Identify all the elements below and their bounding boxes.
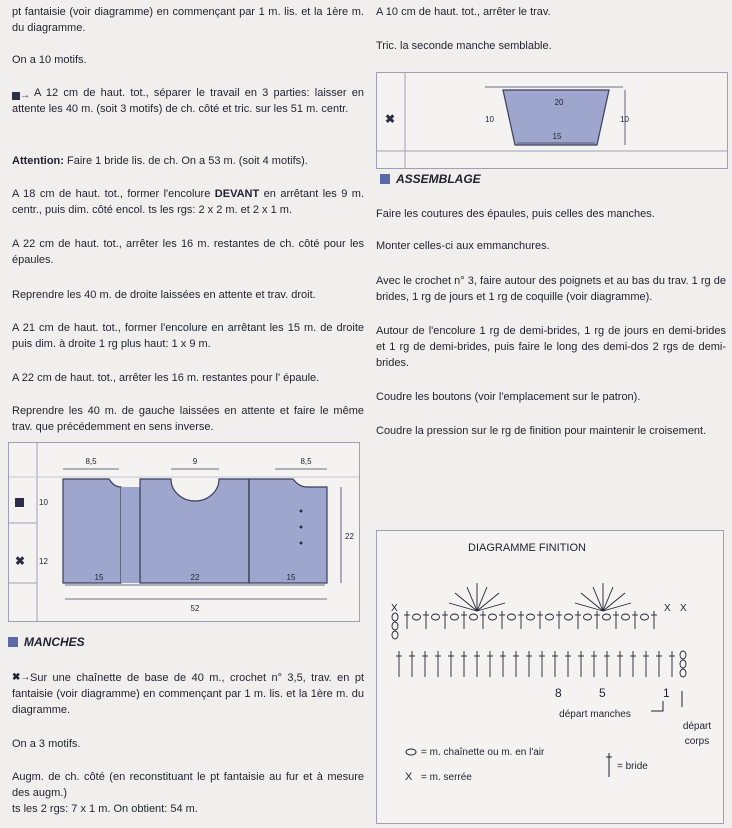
num-8: 8 <box>555 686 562 700</box>
panel-left <box>63 479 121 583</box>
x-symbol: X <box>391 603 398 614</box>
dim-height-total: 22 <box>345 532 354 541</box>
x-symbol: X <box>405 771 413 783</box>
square-arrow-icon: → <box>12 88 30 104</box>
text-manches-rgs: ts les 2 rgs: 7 x 1 m. On obtient: 54 m. <box>12 803 198 815</box>
dim-sleeve-left: 10 <box>485 115 494 124</box>
text-boutons: Coudre les boutons (voir l'emplacement sur le patron). <box>376 391 641 403</box>
num-1: 1 <box>663 686 670 700</box>
coquille-left <box>449 583 505 611</box>
legend-chain: = m. chaînette ou m. en l'air <box>421 747 545 758</box>
dim-width-right: 15 <box>286 573 296 582</box>
text-arreter: A 10 cm de haut. tot., arrêter le trav. <box>376 6 551 18</box>
text-attention: Attention: Faire 1 bride lis. de ch. On a 53 m. (soit 4 motifs). <box>12 155 308 167</box>
num-5: 5 <box>599 686 606 700</box>
text-crochet: Avec le crochet n° 3, faire autour des poignets et au bas du trav. 1 rg de brides, 1 rg de jours et 1 rg de coquille (voir diagramme). <box>376 275 726 303</box>
dim-width-total: 52 <box>190 604 200 613</box>
x-symbol: X <box>664 603 671 614</box>
dim-height-bottom: 12 <box>39 557 48 566</box>
finition-title: DIAGRAMME FINITION <box>468 542 586 554</box>
square-marker-icon <box>15 498 24 507</box>
x-marker-icon: ✖ <box>15 554 26 568</box>
x-arrow-icon: ✖→ <box>12 672 31 683</box>
text-pression: Coudre la pression sur le rg de finition pour maintenir le croisement. <box>376 425 707 437</box>
label-depart-corps-2: corps <box>684 736 710 747</box>
text-motifs: On a 10 motifs. <box>12 54 87 66</box>
label-depart-corps: départ <box>682 721 712 732</box>
label-depart-manches: départ manches <box>559 709 631 720</box>
text-epaule: A 22 cm de haut. tot., arrêter les 16 m. restantes pour l' épaule. <box>12 372 320 384</box>
dim-width-left: 15 <box>94 573 104 582</box>
section-assemblage: ASSEMBLAGE <box>380 172 481 186</box>
text-reprendre-gauche: Reprendre les 40 m. de gauche laissées en attente et faire le même trav. que précédemment en sens inverse. <box>12 405 364 433</box>
text-manches-chainette: ✖→ Sur une chaînette de base de 40 m., crochet n° 3,5, trav. en pt fantaisie (voir diagramme) en commençant par 1 m. lis. et la 1ère m. du diagramme. <box>12 672 364 716</box>
text-reprendre-droite: Reprendre les 40 m. de droite laissées en attente et trav. droit. <box>12 289 316 301</box>
text-manches-motifs: On a 3 motifs. <box>12 738 81 750</box>
dim-sleeve-right: 10 <box>620 115 629 124</box>
text-epaules: A 22 cm de haut. tot., arrêter les 16 m. restantes de ch. côté pour les épaules. <box>12 238 364 266</box>
text-seconde-manche: Tric. la seconde manche semblable. <box>376 40 552 52</box>
sleeve-pattern-diagram <box>376 72 728 169</box>
text-coutures: Faire les coutures des épaules, puis celles des manches. <box>376 208 655 220</box>
section-square-icon <box>8 637 18 647</box>
text-separation: → A 12 cm de haut. tot., séparer le travail en 3 parties: laisser en attente les 40 m. (soit 3 motifs) de ch. côté et tric. sur les 51 m. centr. <box>12 87 364 115</box>
dim-sleeve-top: 20 <box>554 98 564 107</box>
chain-stitch-icon <box>406 749 416 755</box>
text-encolure-droite: A 21 cm de haut. tot., former l'encolure en arrêtant les 15 m. de droite puis dim. à droite 1 rg plus haut: 1 x 9 m. <box>12 322 364 350</box>
dim-top-mid: 9 <box>192 457 198 466</box>
x-symbol: X <box>680 603 687 614</box>
panel-right <box>249 479 327 583</box>
legend-serree: = m. serrée <box>421 772 472 783</box>
legend-bride: = bride <box>617 761 648 772</box>
body-pattern-diagram <box>8 442 360 622</box>
dim-width-mid: 22 <box>190 573 200 582</box>
text-intro: pt fantaisie (voir diagramme) en commençant par 1 m. lis. et la 1ère m. du diagramme. <box>12 6 364 34</box>
text-encolure: Autour de l'encolure 1 rg de demi-brides, 1 rg de jours en demi-brides et 1 rg de demi-brides, puis faire le long des demi-dos 2 rgs de demi-brides. <box>376 325 726 369</box>
coquille-right <box>575 583 631 611</box>
finition-diagram <box>376 530 724 824</box>
x-marker-icon: ✖ <box>385 112 396 126</box>
dim-top-right: 8,5 <box>300 457 312 466</box>
row-brides <box>396 651 675 677</box>
row-jours <box>404 611 657 629</box>
text-monter: Monter celles-ci aux emmanchures. <box>376 240 550 252</box>
panel-center <box>140 479 249 583</box>
dim-height-top: 10 <box>39 498 48 507</box>
text-manches-augm: Augm. de ch. côté (en reconstituant le pt fantaisie au fur et à mesure des augm.) <box>12 771 364 799</box>
dim-sleeve-bottom: 15 <box>552 132 562 141</box>
text-encolure-devant: A 18 cm de haut. tot., former l'encolure DEVANT en arrêtant les 9 m. centr., puis dim. côté encol. ts les rgs: 2 x 2 m. et 2 x 1 m. <box>12 188 365 216</box>
chain-left <box>392 613 398 639</box>
section-manches: MANCHES <box>8 635 85 649</box>
chain-right <box>680 651 686 677</box>
dim-top-left: 8,5 <box>85 457 97 466</box>
section-square-icon <box>380 174 390 184</box>
